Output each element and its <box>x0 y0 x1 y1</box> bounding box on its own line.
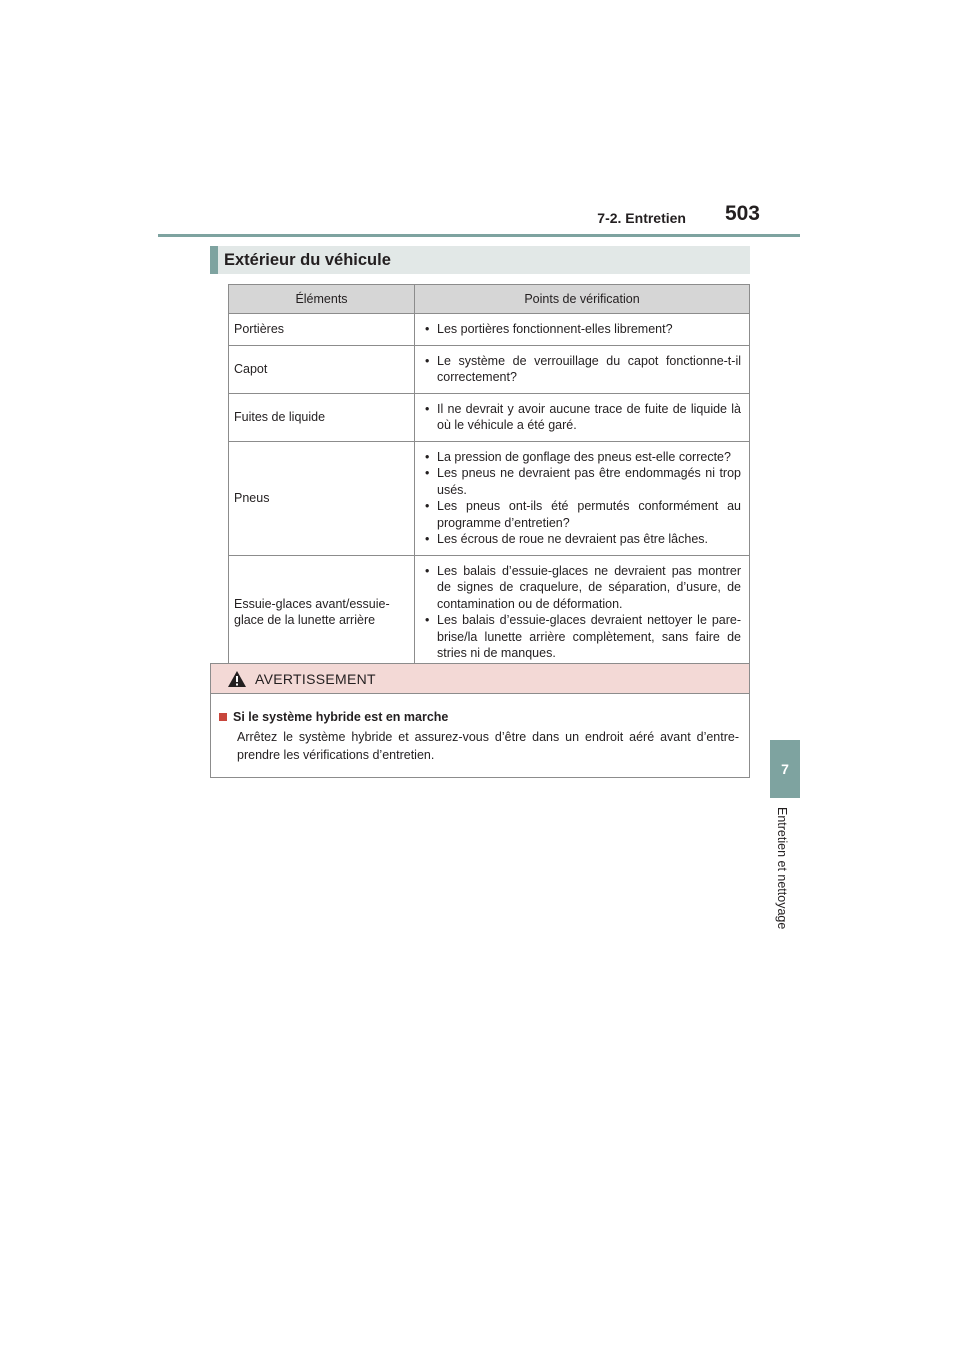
points-cell <box>415 345 750 393</box>
chapter-tab: 7 <box>770 740 800 798</box>
points-cell <box>415 441 750 555</box>
item-cell: Essuie-glaces avant/essuie-glace de la lunette arrière <box>229 555 415 669</box>
chapter-label: Entretien et nettoyage <box>775 807 789 930</box>
check-point: • Les balais d’essuie-glaces devraient nettoyer le pare-brise/la lunette arrière complètement, sans faire de stries ni de manques. <box>425 612 741 662</box>
points-cell <box>415 393 750 441</box>
check-point: • Les pneus ne devraient pas être endommagés ni trop usés. <box>425 465 741 498</box>
points-cell <box>415 555 750 669</box>
table-row <box>229 314 750 346</box>
section-title: Extérieur du véhicule <box>210 246 750 274</box>
warning-title: AVERTISSEMENT <box>255 670 376 687</box>
item-cell: Portières <box>229 314 415 346</box>
item-cell: Capot <box>229 345 415 393</box>
table-header-row <box>229 285 750 314</box>
check-point: • Les balais d’essuie-glaces ne devraient pas montrer de signes de craquelure, de séparation, d’usure, de contamination ou de déformation. <box>425 563 741 613</box>
table-row <box>229 345 750 393</box>
warning-box <box>210 663 750 778</box>
table-row <box>229 555 750 669</box>
points-cell <box>415 314 750 346</box>
page-header <box>158 200 800 237</box>
warning-header <box>211 664 749 694</box>
check-point: • Les pneus ont-ils été permutés conformément au programme d’entretien? <box>425 498 741 531</box>
warning-body <box>211 694 749 764</box>
section-label: 7-2. Entretien <box>597 210 686 226</box>
item-cell: Fuites de liquide <box>229 393 415 441</box>
check-point: • Le système de verrouillage du capot fonctionne-t-il correctement? <box>425 353 741 386</box>
check-point: • La pression de gonflage des pneus est-elle correcte? <box>425 449 741 466</box>
item-cell: Pneus <box>229 441 415 555</box>
warning-text: Arrêtez le système hybride et assurez-vous d’être dans un endroit aéré avant d’entre-prendre les vérifications d’entretien. <box>237 730 739 762</box>
inspection-table <box>228 284 750 670</box>
warning-triangle-icon <box>227 670 247 688</box>
warning-subtitle-text: Si le système hybride est en marche <box>233 710 449 724</box>
table-row <box>229 393 750 441</box>
check-point: • Il ne devrait y avoir aucune trace de fuite de liquide là où le véhicule a été garé. <box>425 401 741 434</box>
page-number: 503 <box>724 202 760 225</box>
table-row <box>229 441 750 555</box>
column-header-points: Points de vérification <box>415 285 750 314</box>
column-header-items: Éléments <box>229 285 415 314</box>
check-point: • Les portières fonctionnent-elles librement? <box>425 321 741 338</box>
warning-subtitle <box>219 708 739 726</box>
check-point: • Les écrous de roue ne devraient pas être lâches. <box>425 531 741 548</box>
square-bullet-icon <box>219 713 227 721</box>
